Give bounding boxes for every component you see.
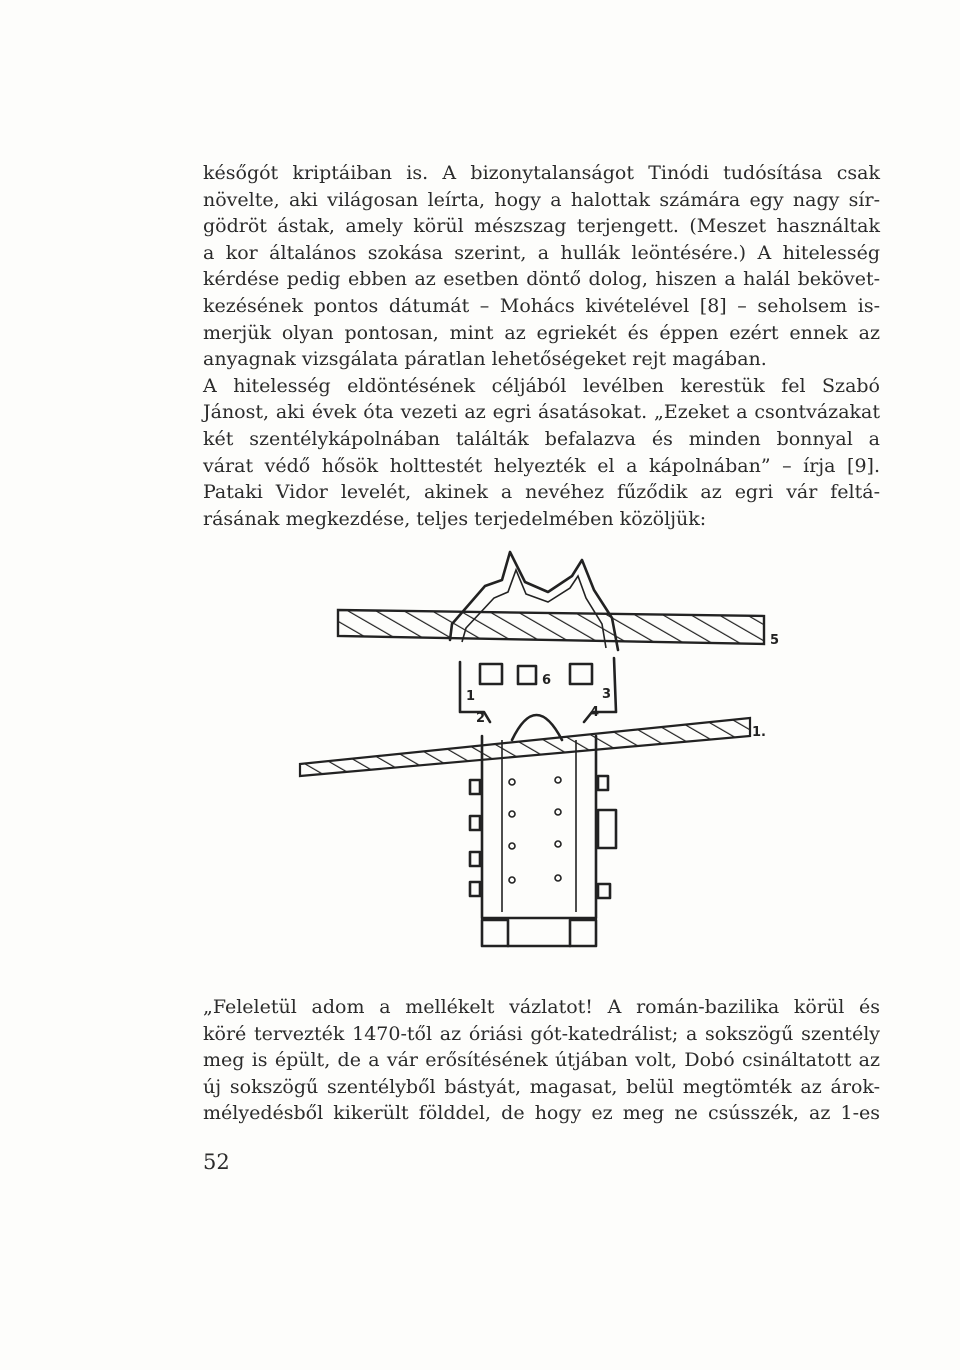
pillar (509, 779, 515, 785)
pillar (509, 811, 515, 817)
label-1-dot: 1. (752, 725, 766, 740)
label-5: 5 (770, 633, 780, 648)
buttress (470, 780, 480, 794)
text-line: merjük olyan pontosan, mint az egriekét és éppen ezért ennek az (203, 321, 880, 344)
buttress (470, 816, 480, 830)
pillar (509, 877, 515, 883)
tower-left (482, 920, 508, 946)
pillar (509, 843, 515, 849)
pillar (555, 875, 561, 881)
buttress (598, 884, 610, 898)
text-line: növelte, aki világosan leírta, hogy a halottak számára egy nagy sír- (203, 188, 880, 211)
text-line: meg is épült, de a vár erősítésének útjában volt, Dobó csináltatott az (203, 1049, 880, 1072)
pillar (555, 809, 561, 815)
apse-arch (512, 715, 562, 740)
label-2: 2 (476, 711, 486, 726)
chapel-block-6 (518, 666, 536, 684)
page-number: 52 (203, 1150, 230, 1174)
pillars (509, 777, 561, 883)
chapel-block-right (570, 664, 592, 684)
paragraph-2 (203, 994, 880, 1127)
text-line: a kor általános szokása szerint, a hullák leöntésére.) A hitelesség (203, 241, 880, 264)
buttress (470, 852, 480, 866)
chapel-block-left (480, 664, 502, 684)
buttress (470, 882, 480, 896)
nave-outline (482, 736, 596, 918)
text-line: két szentélykápolnában találták befalazva és minden bonnyal a (203, 427, 880, 450)
buttress (598, 776, 608, 790)
text-line: gödröt ástak, amely körül mészszag terjengett. (Meszet használtak (203, 215, 880, 238)
upper-wall-band (338, 610, 764, 644)
label-4: 4 (590, 705, 600, 720)
side-buttresses (470, 776, 616, 898)
text-line: kezésének pontos dátumát – Mohács kivételével [8] – seholsem is- (203, 294, 880, 317)
label-1: 1 (466, 689, 476, 704)
text-line: Jánost, aki évek óta vezeti az egri ásatásokat. „Ezeket a csontvázakat (203, 401, 880, 424)
text-line: A hitelesség eldöntésének céljából levélben kerestük fel Szabó (203, 374, 880, 397)
text-line: anyagnak vizsgálata páratlan lehetőségeket rejt magában. (203, 348, 767, 371)
paragraph-1 (203, 160, 880, 532)
chapel-right-wall (584, 658, 616, 722)
text-line: köré tervezték 1470-től az óriási gót-katedrálist; a sokszögű szentély (203, 1022, 880, 1045)
text-line: új sokszögű szentélyből bástyát, magasat, belül megtömték az árok- (203, 1075, 880, 1098)
tower-right (570, 920, 596, 946)
label-3: 3 (602, 687, 612, 702)
text-line: későgót kriptáiban is. A bizonytalanságot Tinódi tudósítása csak (203, 162, 880, 184)
sketch-plan-drawing (280, 540, 800, 970)
lower-wall-band (300, 718, 750, 776)
text-line: Pataki Vidor levelét, akinek a nevéhez fűződik az egri vár feltá- (203, 481, 880, 504)
pillar (555, 841, 561, 847)
buttress (598, 810, 616, 848)
text-line: várat védő hősök holttestét helyezték el a kápolnában” – írja [9]. (203, 454, 880, 477)
text-line: „Feleletül adom a mellékelt vázlatot! A román-bazilika körül és (203, 996, 880, 1018)
text-line: mélyedésből kikerült földdel, de hogy ez meg ne csússzék, az 1-es (203, 1102, 880, 1125)
text-line: kérdése pedig ebben az esetben döntő dolog, hiszen a halál bekövet- (203, 268, 880, 291)
pillar (555, 777, 561, 783)
sketch-plan-figure (280, 540, 800, 970)
label-6: 6 (542, 673, 552, 688)
text-line: rásának megkezdése, teljes terjedelmében közöljük: (203, 507, 707, 530)
